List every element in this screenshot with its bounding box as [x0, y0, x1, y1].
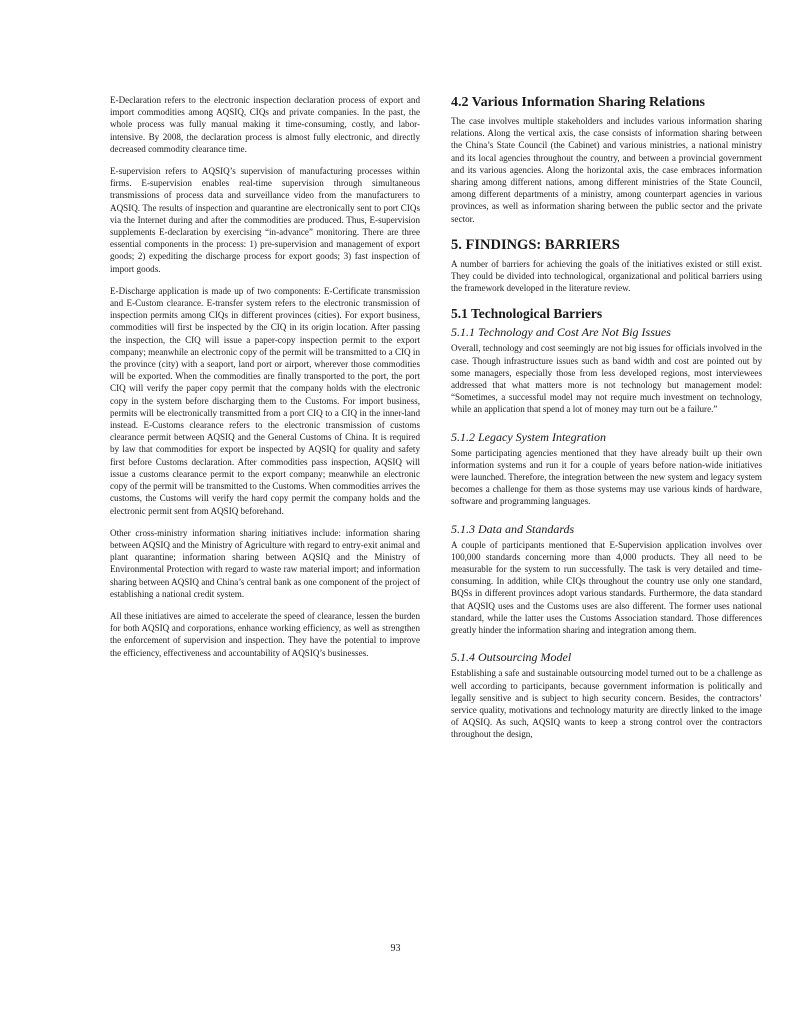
section-heading-5-1: 5.1 Technological Barriers [451, 306, 603, 322]
paragraph-initiatives-aims: All these initiatives are aimed to accelerate the speed of clearance, lessen the burden for both AQSIQ and corporations, enhance working efficiency, as well as strengthen the enforcement of supervision and inspection. They have the potential to improve the efficiency, effectiveness and accountability of AQSIQ’s businesses. [110, 610, 420, 658]
section-heading-4-2: 4.2 Various Information Sharing Relations [451, 95, 705, 110]
paragraph-technology-cost: Overall, technology and cost seemingly are not big issues for officials involved in the case. Though infrastructure issues such as band width and cost are pointed out by some managers, especially those from less developed regions, most interviewees addressed that what matters more is not technology but management model: “Sometimes, a successful model may not require much investment on technology, while an application that spend a lot of money may turn out be a failure.” [451, 343, 762, 415]
right-column [451, 94, 762, 751]
paragraph-sharing-relations: The case involves multiple stakeholders and includes various information sharing relations. Along the vertical axis, the case consists of information sharing between the China’s State Council (the Cabinet) and various ministries, a national ministry and its local agencies throughout the country, and between a provincial government and its various agencies. Along the horizontal axis, the case embraces information sharing among different nations, among different ministries of the State Council, among different departments of a ministry, among counterpart agencies in various provinces, as well as information sharing between the public sector and the private sector. [451, 116, 762, 224]
paragraph-outsourcing-model: Establishing a safe and sustainable outsourcing model turned out to be a challenge as well according to participants, because government information is politically and legally sensitive and is subject to high security concern. Besides, the contractors’ service quality, motivations and technology maturity are directly linked to the image of AQSIQ. As such, AQSIQ wants to keep a strong control over the contractors throughout the design, [451, 668, 762, 740]
paragraph-cross-ministry: Other cross-ministry information sharing initiatives include: information sharing between AQSIQ and the Ministry of Agriculture with regard to entry-exit animal and plant quarantine; information sharing between AQSIQ and the Ministry of Environmental Protection with regard to waste raw material import; and information sharing between AQSIQ and China’s central bank as one component of the project of establishing a national credit system. [110, 527, 420, 599]
section-heading-5-1-4: 5.1.4 Outsourcing Model [451, 650, 572, 665]
paragraph-legacy-integration: Some participating agencies mentioned that they have already built up their own information systems and run it for a couple of years before nation-wide initiatives were launched. Therefore, the integration between the new system and legacy system becomes a challenge for them as those systems may use various kinds of hardware, software and programming languages. [451, 447, 762, 507]
section-heading-5-1-3: 5.1.3 Data and Standards [451, 521, 575, 536]
section-heading-5-1-1: 5.1.1 Technology and Cost Are Not Big Issues [451, 325, 671, 340]
left-column [110, 94, 420, 669]
section-heading-5: 5. FINDINGS: BARRIERS [451, 236, 620, 253]
section-heading-5-1-2: 5.1.2 Legacy System Integration [451, 429, 606, 444]
paragraph-e-declaration: E-Declaration refers to the electronic inspection declaration process of export and import commodities among AQSIQ, CIQs and private companies. In the past, the whole process was fully manual making it time-consuming, costly, and labor-intensive. By 2008, the declaration process is almost fully electronic, and directly decreased commodity clearance time. [110, 95, 420, 154]
paragraph-e-supervision: E-supervision refers to AQSIQ’s supervision of manufacturing processes within firms. E-supervision enables real-time supervision through simultaneous transmissions of process data and surveillance video from the manufacturers to AQSIQ. The results of inspection and quarantine are electronically sent to port CIQs via the Internet during and after the commodities are produced. Thus, E-supervision supplements E-declaration by exercising “in-advance” monitoring. There are three essential components in the process: 1) pre-supervision and management of export goods; 2) expediting the discharge process for export goods; 3) fast inspection of import goods. [110, 166, 420, 274]
paragraph-findings-barriers: A number of barriers for achieving the goals of the initiatives existed or still exist. They could be divided into technological, organizational and political barriers using the framework developed in the literature review. [451, 258, 762, 294]
page-number: 93 [390, 943, 401, 954]
paragraph-data-standards: A couple of participants mentioned that E-Supervision application involves over 100,000 standards concerning more than 4,000 products. They all need to be measurable for the system to run successfully. The task is very detailed and time-consuming. In addition, while CIQs throughout the country use only one standard, BQSs in different provinces adopt various standards. Furthermore, the data standard that AQSIQ uses and the Customs uses are also different. The former uses national standard, while the latter uses the Customs Association standard. Those differences greatly hinder the information sharing and integration among them. [451, 539, 762, 636]
paragraph-e-discharge: E-Discharge application is made up of two components: E-Certificate transmission and E-Custom clearance. E-transfer system refers to the electronic transmission of inspection permits among CIQs in different provinces (cities). For export business, commodities will first be inspected by the CIQ in its origin location. After passing the inspection, the CIQ will issue a paper-copy inspection permit to the export company; meanwhile an electronic copy of the permit will be transmitted to a CIQ in the province (city) with a seaport, land port or airport, wherever those commodities will be exported. When the commodities are finally transported to the port, the port CIQ will verify the paper copy permit that the company holds with the electronic copy in the system before discharging them to the Customs. For import business, permits will be electronically transmitted from a port CIQ to a CIQ in the inner-land instead. E-Customs clearance refers to the electronic transmission of customs clearance permit between AQSIQ and the General Customs of China. It is required by law that commodities for export be inspected by AQSIQ for quality and safety first before Customs declaration. After commodities pass inspection, AQSIQ will issue a customs clearance permit to the export company; meanwhile an electronic copy of the permit will be transmitted to the Customs. When commodities arrives the customs, the Customs will verify the hard copy permit the company holds and the electronic permit sent from AQSIQ beforehand. [110, 285, 420, 516]
